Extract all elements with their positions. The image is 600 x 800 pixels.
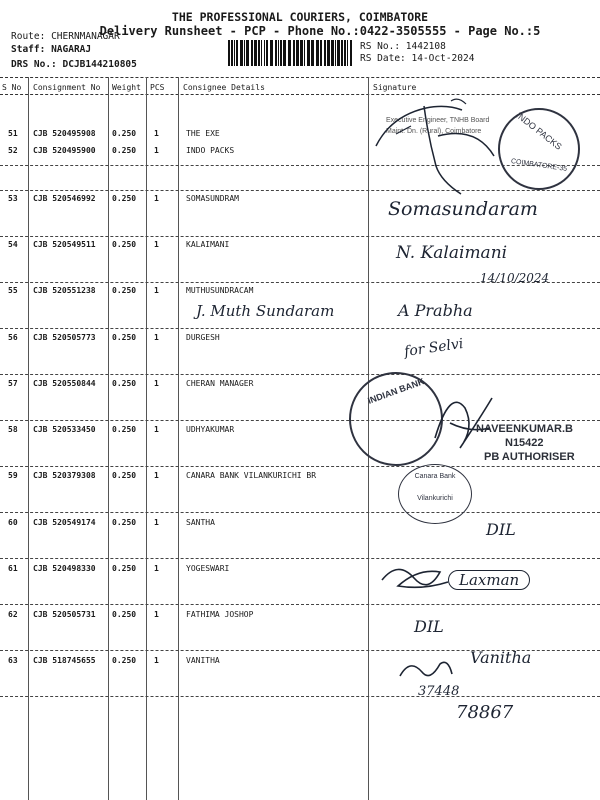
signature-row61: Laxman: [448, 570, 530, 590]
staff-label: Staff:: [11, 44, 46, 55]
row-consignment-no: CJB 520549174: [33, 518, 96, 527]
row-weight: 0.250: [112, 194, 137, 203]
header-top-divider: [0, 77, 600, 78]
row-divider: [0, 328, 600, 329]
col-header-pcs: PCS: [150, 83, 165, 92]
rs-no-line: [360, 41, 446, 52]
row-weight: 0.250: [112, 333, 137, 342]
signature-row54: N. Kalaimani: [396, 243, 508, 263]
barcode-bar: [278, 40, 279, 66]
row-consignee: SANTHA: [186, 518, 215, 527]
signature-row55: A Prabha: [398, 301, 473, 320]
authoriser-name: NAVEENKUMAR.B: [476, 423, 573, 435]
row-divider: [0, 466, 600, 467]
barcode-bar: [324, 40, 326, 66]
canara-bank-stamp-text: Canara Bank: [414, 473, 456, 480]
row-sno: 59: [8, 471, 18, 480]
barcode-bar: [275, 40, 277, 66]
indian-bank-stamp-text: INDIAN BANK: [366, 376, 426, 406]
barcode-bar: [316, 40, 319, 66]
authoriser-code: N15422: [505, 437, 544, 449]
signature-row62: DIL: [414, 617, 444, 636]
row-pcs: 1: [154, 425, 159, 434]
drs-line: [11, 59, 137, 70]
barcode-bar: [344, 40, 346, 66]
row-weight: 0.250: [112, 564, 137, 573]
col-header-consignment: Consignment No: [33, 83, 101, 92]
row-weight: 0.250: [112, 610, 137, 619]
signature-row53: Somasundaram: [388, 198, 538, 220]
column-divider: [178, 77, 179, 800]
row-sno: 53: [8, 194, 18, 203]
barcode-bar: [300, 40, 303, 66]
row-weight: 0.250: [112, 240, 137, 249]
barcode-bar: [320, 40, 322, 66]
header-bottom-divider: [0, 94, 600, 95]
barcode-bar: [234, 40, 235, 66]
signature-row63-scribble: [396, 654, 456, 686]
row-pcs: 1: [154, 333, 159, 342]
barcode-bar: [228, 40, 230, 66]
row-pcs: 1: [154, 286, 159, 295]
row-sno: 63: [8, 656, 18, 665]
company-title: THE PROFESSIONAL COURIERS, COIMBATORE: [171, 10, 429, 24]
row-consignee: YOGESWARI: [186, 564, 230, 573]
handwritten-number-row63b: 78867: [456, 702, 514, 723]
route-value: CHERNMANAGAR: [51, 31, 120, 42]
row-sno: 52: [8, 146, 18, 155]
col-header-signature: Signature: [373, 83, 417, 92]
rs-date-line: [360, 53, 474, 64]
executive-stamp-line2: Maint. Dn. (Rural), Coimbatore: [386, 128, 482, 135]
row-consignee: THE EXE: [186, 129, 220, 138]
indo-packs-stamp-text: INDO PACKS: [514, 110, 564, 152]
runsheet-subtitle: Delivery Runsheet - PCP - Phone No.:0422-3505555 - Page No.:5: [99, 24, 541, 38]
row-pcs: 1: [154, 379, 159, 388]
rs-no-label: RS No.:: [360, 41, 401, 52]
row-weight: 0.250: [112, 425, 137, 434]
row-pcs: 1: [154, 518, 159, 527]
row-weight: 0.250: [112, 471, 137, 480]
row-consignee: SOMASUNDRAM: [186, 194, 239, 203]
row-sno: 56: [8, 333, 18, 342]
col-header-consignee: Consignee Details: [183, 83, 265, 92]
row-weight: 0.250: [112, 129, 137, 138]
barcode-bar: [327, 40, 330, 66]
drs-value: DCJB144210805: [62, 59, 137, 70]
barcode-bar: [347, 40, 348, 66]
row-divider: [0, 236, 600, 237]
barcode-bar: [251, 40, 253, 66]
row-consignment-no: CJB 520498330: [33, 564, 96, 573]
barcode-bar: [244, 40, 245, 66]
staff-value: NAGARAJ: [51, 44, 92, 55]
row-weight: 0.250: [112, 146, 137, 155]
barcode-bar: [296, 40, 299, 66]
column-divider: [108, 77, 109, 800]
barcode-bar: [258, 40, 260, 66]
barcode-bar: [307, 40, 310, 66]
row-divider: [0, 604, 600, 605]
barcode-bar: [246, 40, 249, 66]
col-header-weight: Weight: [112, 83, 141, 92]
rs-no-value: 1442108: [405, 41, 446, 52]
row-weight: 0.250: [112, 379, 137, 388]
row-sno: 55: [8, 286, 18, 295]
row-sno: 62: [8, 610, 18, 619]
row-sno: 54: [8, 240, 18, 249]
signature-row61-scribble: [378, 560, 452, 596]
rs-date-value: 14-Oct-2024: [411, 53, 475, 64]
row-consignment-no: CJB 520551238: [33, 286, 96, 295]
staff-line: [11, 44, 91, 55]
row-consignment-no: CJB 520546992: [33, 194, 96, 203]
row-pcs: 1: [154, 656, 159, 665]
row-consignment-no: CJB 520495900: [33, 146, 96, 155]
row-consignment-no: CJB 520533450: [33, 425, 96, 434]
barcode-bar: [293, 40, 295, 66]
barcode-bar: [288, 40, 291, 66]
barcode-bar: [236, 40, 238, 66]
signature-row56: for Selvi: [403, 335, 465, 361]
barcode-bar: [335, 40, 336, 66]
row-consignee: VANITHA: [186, 656, 220, 665]
barcode-bar: [261, 40, 262, 66]
barcode-bar: [311, 40, 314, 66]
row-sno: 51: [8, 129, 18, 138]
row-weight: 0.250: [112, 656, 137, 665]
row-sno: 61: [8, 564, 18, 573]
row-sno: 57: [8, 379, 18, 388]
row-consignee: KALAIMANI: [186, 240, 230, 249]
indian-bank-stamp: [349, 372, 443, 466]
row-divider: [0, 696, 600, 697]
barcode-bar: [350, 40, 352, 66]
row-divider: [0, 512, 600, 513]
row-sno: 58: [8, 425, 18, 434]
rs-date-label: RS Date:: [360, 53, 406, 64]
route-label: Route:: [11, 31, 46, 42]
drs-label: DRS No.:: [11, 59, 57, 70]
row-pcs: 1: [154, 564, 159, 573]
barcode-bar: [231, 40, 233, 66]
row-pcs: 1: [154, 240, 159, 249]
col-header-sno: S No: [2, 83, 22, 92]
date-row54: 14/10/2024: [480, 271, 550, 285]
row-consignment-no: CJB 518745655: [33, 656, 96, 665]
barcode-bar: [304, 40, 305, 66]
row-divider: [0, 420, 600, 421]
row-consignment-no: CJB 520550844: [33, 379, 96, 388]
barcode-bar: [337, 40, 340, 66]
row-pcs: 1: [154, 610, 159, 619]
handwritten-name-row55: J. Muth Sundaram: [196, 302, 335, 320]
row-divider: [0, 374, 600, 375]
barcode-bar: [266, 40, 268, 66]
barcode-bar: [331, 40, 334, 66]
row-consignee: FATHIMA JOSHOP: [186, 610, 254, 619]
row-consignment-no: CJB 520495908: [33, 129, 96, 138]
route-line: [11, 31, 120, 42]
row-consignee: MUTHUSUNDRACAM: [186, 286, 254, 295]
executive-stamp-line1: Executive Engineer, TNHB Board: [386, 117, 490, 124]
row-pcs: 1: [154, 471, 159, 480]
row-consignee: UDHYAKUMAR: [186, 425, 235, 434]
row-pcs: 1: [154, 146, 159, 155]
row-consignment-no: CJB 520505773: [33, 333, 96, 342]
row-consignment-no: CJB 520549511: [33, 240, 96, 249]
barcode-bar: [240, 40, 243, 66]
column-divider: [28, 77, 29, 800]
row-weight: 0.250: [112, 286, 137, 295]
row-consignment-no: CJB 520505731: [33, 610, 96, 619]
canara-bank-stamp: [398, 464, 472, 524]
signature-row51-scribble: [366, 96, 516, 196]
barcode-bar: [270, 40, 273, 66]
signature-row57-scribble: [430, 378, 500, 458]
signature-row60: DIL: [486, 520, 516, 539]
barcode: [228, 40, 352, 66]
row-weight: 0.250: [112, 518, 137, 527]
row-sno: 60: [8, 518, 18, 527]
canara-bank-stamp-branch: Vilankurichi: [417, 495, 453, 502]
barcode-bar: [264, 40, 265, 66]
signature-row63: Vanitha: [470, 648, 532, 667]
column-divider: [146, 77, 147, 800]
row-divider: [0, 558, 600, 559]
row-consignee: DURGESH: [186, 333, 220, 342]
barcode-bar: [341, 40, 343, 66]
handwritten-number-row63a: 37448: [418, 684, 460, 699]
barcode-bar: [283, 40, 286, 66]
row-consignment-no: CJB 520379308: [33, 471, 96, 480]
row-pcs: 1: [154, 129, 159, 138]
row-consignee: CHERAN MANAGER: [186, 379, 254, 388]
indo-packs-stamp-city: COIMBATORE-35: [510, 158, 568, 173]
barcode-bar: [254, 40, 257, 66]
authoriser-role: PB AUTHORISER: [484, 451, 575, 463]
row-consignee: INDO PACKS: [186, 146, 235, 155]
row-consignee: CANARA BANK VILANKURICHI BR: [186, 471, 317, 480]
row-pcs: 1: [154, 194, 159, 203]
barcode-bar: [280, 40, 282, 66]
